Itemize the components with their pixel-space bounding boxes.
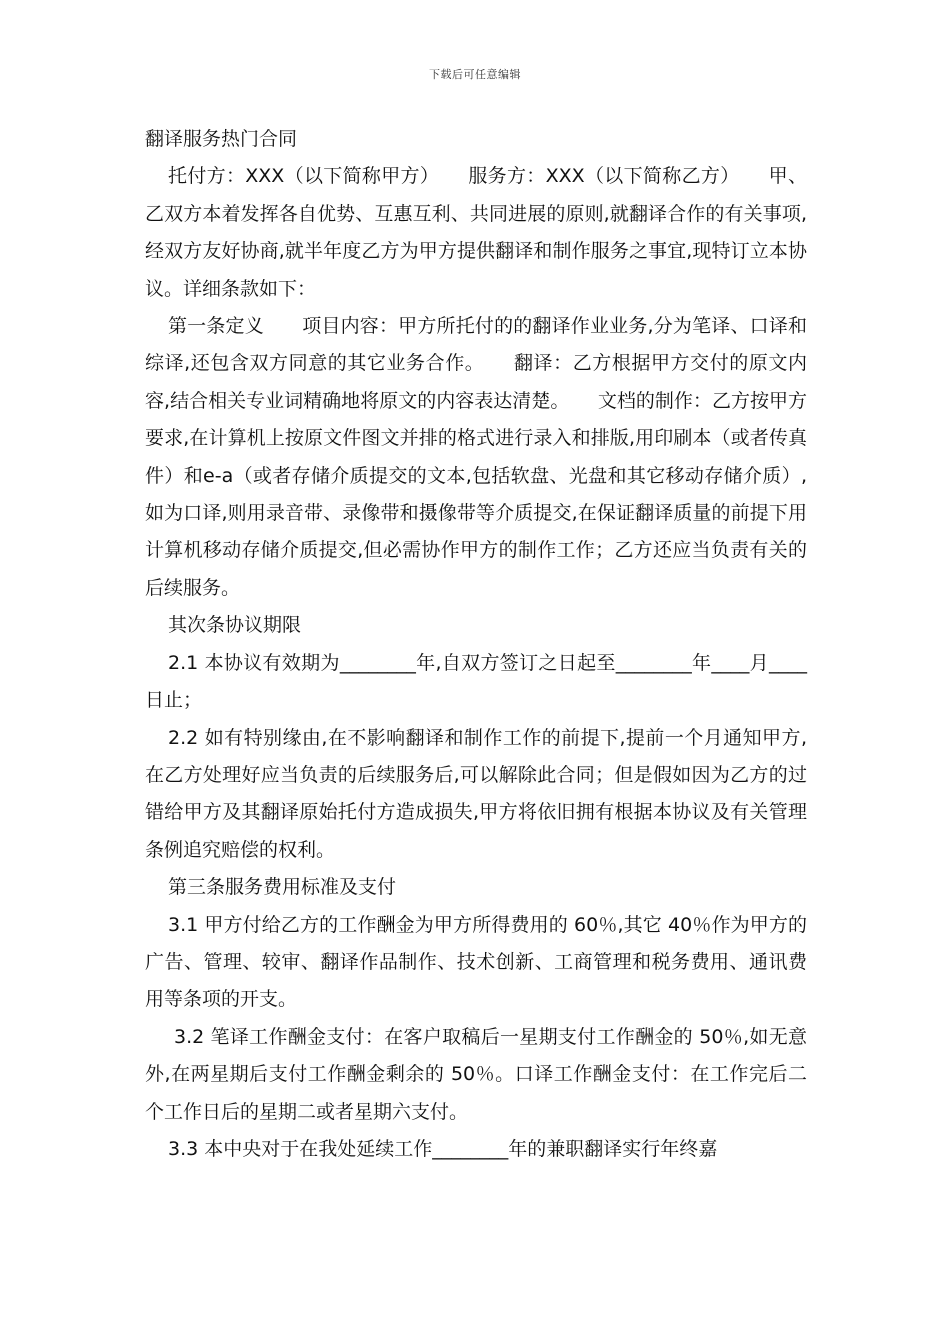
paragraph-clause-2-1: 2.1 本协议有效期为________年,自双方签订之日起至________年____月____日止； — [145, 651, 807, 712]
paragraph-clause-3-1: 3.1 甲方付给乙方的工作酬金为甲方所得费用的 60％,其它 40％作为甲方的广告、管理、较审、翻译作品制作、技术创新、工商管理和税务费用、通讯费用等条项的开支。 — [145, 913, 807, 1011]
paragraph-parties: 托付方：XXX（以下简称甲方） 服务方：XXX（以下简称乙方） 甲、乙双方本着发挥各自优势、互惠互利、共同进展的原则,就翻译合作的有关事项,经双方友好协商,就半年度乙方为甲方提供翻译和制作服务之事宜,现特订立本协议。详细条款如下： — [145, 165, 807, 300]
document-title: 翻译服务热门合同 — [145, 128, 298, 150]
paragraph-article-1: 第一条定义 项目内容：甲方所托付的的翻译作业业务,分为笔译、口译和综译,还包含双方同意的其它业务合作。 翻译：乙方根据甲方交付的原文内容,结合相关专业词精确地将原文的内容表达清楚。 文档的制作：乙方按甲方要求,在计算机上按原文件图文并排的格式进行录入和排版,用印刷本（或者传真件）和e-a（或者存储介质提交的文本,包括软盘、光盘和其它移动存储介质）,如为口译,则用录音带、录像带和摄像带等介质提交,在保证翻译质量的前提下用计算机移动存储介质提交,但必需协作甲方的制作工作；乙方还应当负责有关的后续服务。 — [145, 315, 807, 599]
paragraph-article-3-heading: 第三条服务费用标准及支付 — [168, 876, 397, 899]
paragraph-clause-3-3: 3.3 本中央对于在我处延续工作________年的兼职翻译实行年终嘉 — [168, 1137, 718, 1160]
document-body — [145, 121, 807, 1168]
paragraph-clause-2-2: 2.2 如有特别缘由,在不影响翻译和制作工作的前提下,提前一个月通知甲方,在乙方处理好应当负责的后续服务后,可以解除此合同；但是假如因为乙方的过错给甲方及其翻译原始托付方造成损失,甲方将依旧拥有根据本协议及有关管理条例追究赔偿的权利。 — [145, 726, 807, 861]
paragraph-clause-3-2: 3.2 笔译工作酬金支付：在客户取稿后一星期支付工作酬金的 50％,如无意外,在两星期后支付工作酬金剩余的 50％。口译工作酬金支付：在工作完后二个工作日后的星期二或者星期六支付。 — [145, 1025, 807, 1123]
paragraph-article-2-heading: 其次条协议期限 — [168, 614, 302, 637]
page-header: 下载后可任意编辑 — [429, 68, 521, 81]
